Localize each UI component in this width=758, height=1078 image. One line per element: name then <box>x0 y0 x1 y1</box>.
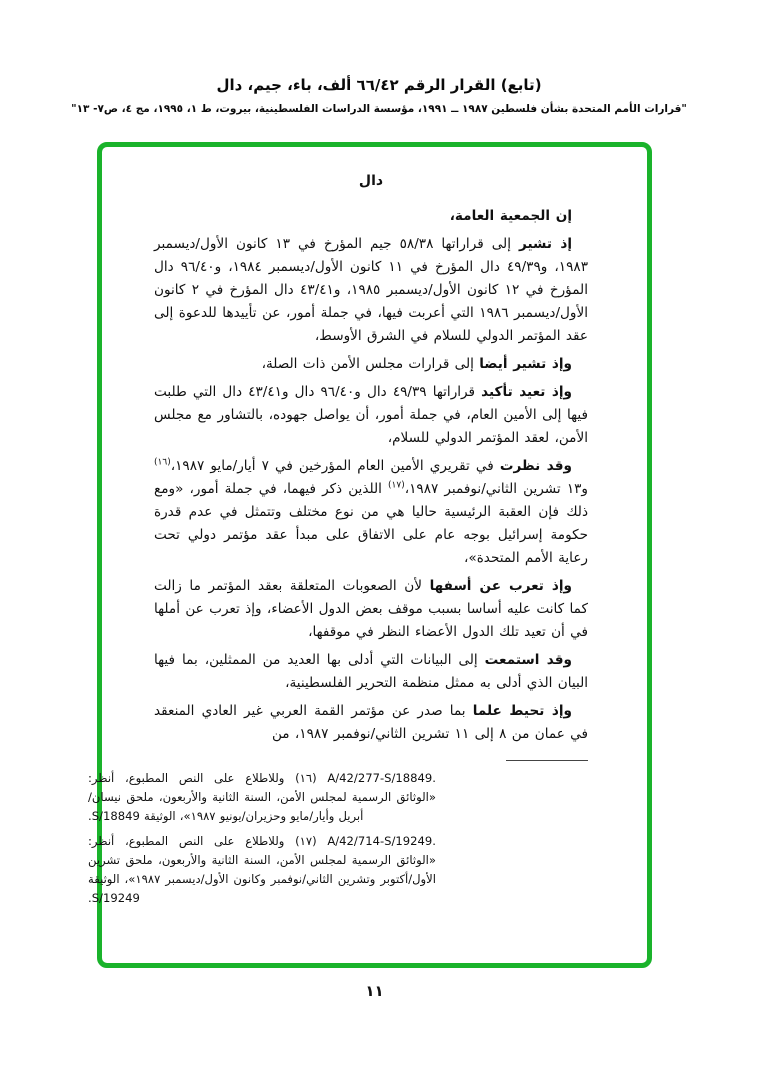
page-number: ١١ <box>365 982 384 1000</box>
paragraph <box>154 455 588 570</box>
paragraph-text: لأن الصعوبات المتعلقة بعقد المؤتمر ما زالت كما كانت عليه أساسا بسبب موقف بعض الدول الأعضاء، وإذ تعرب عن أملها في أن تعيد تلك الدول الأعضاء النظر في موقفها، <box>154 578 588 640</box>
paragraph-text: اللذين ذكر فيهما، في جملة أمور، «ومع ذلك فإن العقبة الرئيسية حاليا هي من نوع مختلف وتتمثل في عدم قدرة حكومة إسرائيل بوجه عام على الاتفاق على مبدأ عقد مؤتمر دولي تحت رعاية الأمم المتحدة»، <box>154 481 588 566</box>
footnote-reference: (١٦) <box>154 457 171 468</box>
paragraph-text: في تقريري الأمين العام المؤرخين في ٧ أيار/مايو ١٩٨٧، <box>170 458 500 474</box>
resolution-body <box>88 173 589 914</box>
paragraph-lead: إذ تشير <box>518 236 572 252</box>
green-frame <box>88 142 652 968</box>
footnote-text: وللاطلاع على النص المطبوع، أنظر: «الوثائق الرسمية لمجلس الأمن، السنة الثانية والأربعون، ملحق تشرين الأول/أكتوبر وتشرين الثاني/نوفمبر وكانون الأول/ديسمبر ١٩٨٧»، الوثيقة S/19249. <box>88 834 436 905</box>
paragraph-text: و١٣ تشرين الثاني/نوفمبر ١٩٨٧، <box>404 481 588 497</box>
section-heading: دال <box>358 173 384 189</box>
paragraph <box>154 649 588 695</box>
paragraph-text: إلى قرارات مجلس الأمن ذات الصلة، <box>261 356 480 372</box>
footnote-separator <box>506 760 588 761</box>
paragraph-text: إلى البيانات التي أدلى بها العديد من الممثلين، بما فيها البيان الذي أدلى به ممثل منظمة التحرير الفلسطينية، <box>154 652 588 691</box>
footnote <box>88 832 436 908</box>
paragraph-text: إلى قراراتها ٥٨/٣٨ جيم المؤرخ في ١٣ كانون الأول/ديسمبر ١٩٨٣، و٤٩/٣٩ دال المؤرخ في ١١ كانون الأول/ديسمبر ١٩٨٤، و٩٦/٤٠ دال المؤرخ في ١٢ كانون الأول/ديسمبر ١٩٨٥، و٤٣/٤١ دال المؤرخ في ٢ كانون الأول/ديسمبر ١٩٨٦ التي أعربت فيها، في جملة أمور، عن تأييدها للدعوة إلى عقد المؤتمر الدولي للسلام في الشرق الأوسط، <box>154 236 589 344</box>
paragraph-lead: وإذ تحيط علما <box>472 703 572 719</box>
paragraph <box>154 353 588 376</box>
footnote-list <box>88 769 436 908</box>
footnote-text: وللاطلاع على النص المطبوع، أنظر: «الوثائق الرسمية لمجلس الأمن، السنة الثانية والأربعون، ملحق نيسان/أبريل وأيار/مايو وحزيران/يونيو ١٩٨٧»، الوثيقة S/18849. <box>88 771 436 823</box>
paragraph-text: بما صدر عن مؤتمر القمة العربي غير العادي المنعقد في عمان من ٨ إلى ١١ تشرين الثاني/نوفمبر ١٩٨٧، من <box>154 703 588 742</box>
footnote <box>88 769 436 826</box>
paragraph-text: قراراتها ٤٩/٣٩ دال و٩٦/٤٠ دال و٤٣/٤١ دال التي طلبت فيها إلى الأمين العام، في جملة أمور، أن يواصل جهوده، بالتشاور مع مجلس الأمن، لعقد المؤتمر الدولي للسلام، <box>154 384 588 446</box>
footnote-document-symbol: (١٧) A/42/714-S/19249. <box>295 834 436 848</box>
footnote-reference: (١٧) <box>388 480 405 491</box>
resolution-title: (تابع) القرار الرقم ٦٦/٤٢ ألف، باء، جيم، دال <box>216 76 542 94</box>
paragraph-lead: وقد نظرت <box>499 458 572 474</box>
paragraph-lead: وقد استمعت <box>484 652 572 668</box>
footnote-document-symbol: (١٦) A/42/277-S/18849. <box>295 771 436 785</box>
paragraph <box>154 233 588 348</box>
paragraph-lead: وإذ تعيد تأكيد <box>481 384 572 400</box>
paragraph-lead: إن الجمعية العامة، <box>449 208 572 224</box>
paragraph <box>154 381 588 450</box>
paragraph-lead: وإذ تعرب عن أسفها <box>429 578 572 594</box>
paragraph-list <box>154 205 588 746</box>
paragraph <box>154 575 588 644</box>
paragraph <box>154 205 588 228</box>
paragraph-lead: وإذ تشير أيضا <box>479 356 572 372</box>
source-citation: "قرارات الأمم المتحدة بشأن فلسطين ١٩٨٧ ــ ١٩٩١، مؤسسة الدراسات الفلسطينية، بيروت، ط ١، ١٩٩٥، مج ٤، ص٧- ١٣" <box>71 103 687 115</box>
paragraph <box>154 700 588 746</box>
document-header <box>60 76 698 115</box>
